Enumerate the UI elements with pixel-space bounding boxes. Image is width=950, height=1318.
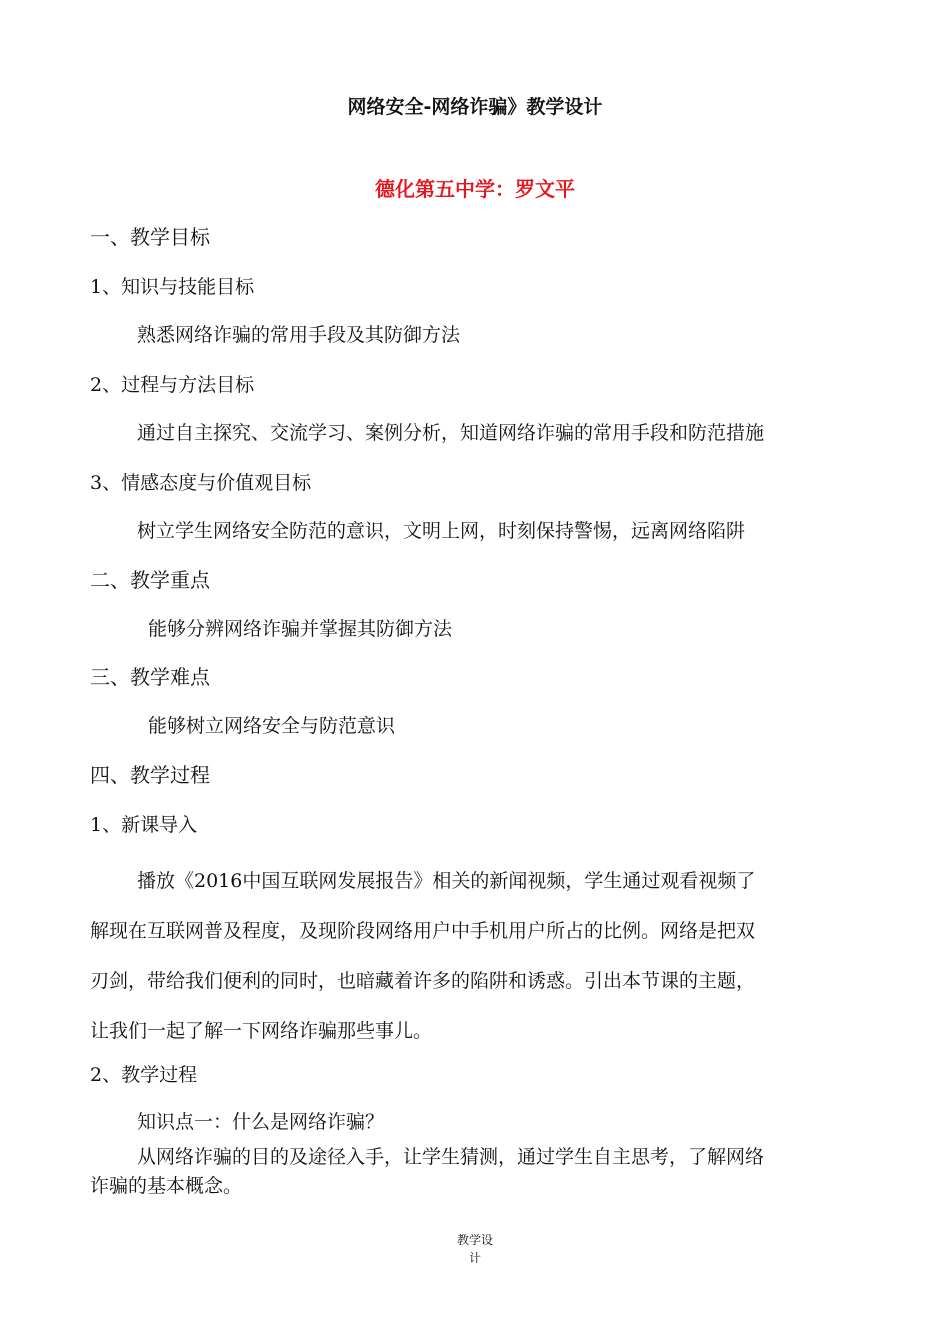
author-line: 德化第五中学：罗文平 bbox=[375, 177, 575, 201]
heading-emotion-values: 3、情感态度与价值观目标 bbox=[90, 472, 312, 494]
text-difficulties: 能够树立网络安全与防范意识 bbox=[148, 715, 396, 737]
paragraph-line: 让我们一起了解一下网络诈骗那些事儿。 bbox=[90, 1020, 433, 1042]
heading-teaching-goals: 一、教学目标 bbox=[90, 225, 210, 249]
footer-line: 教学设 bbox=[456, 1233, 493, 1247]
paragraph-line: 解现在互联网普及程度，及现阶段网络用户中手机用户所占的比例。网络是把双 bbox=[90, 920, 756, 942]
text-emotion-values: 树立学生网络安全防范的意识，文明上网，时刻保持警惕，远离网络陷阱 bbox=[137, 520, 746, 542]
text-key-points: 能够分辨网络诈骗并掌握其防御方法 bbox=[148, 618, 453, 640]
paragraph-line: 刃剑，带给我们便利的同时，也暗藏着许多的陷阱和诱惑。引出本节课的主题， bbox=[90, 970, 756, 992]
paragraph-new-lesson-intro bbox=[90, 856, 860, 1056]
paragraph-fraud-concept bbox=[90, 1143, 860, 1201]
heading-process-methods: 2、过程与方法目标 bbox=[90, 374, 255, 396]
page-footer bbox=[0, 1231, 950, 1267]
paragraph-line: 从网络诈骗的目的及途径入手，让学生猜测，通过学生自主思考，了解网络 bbox=[137, 1146, 765, 1168]
knowledge-point-one: 知识点一：什么是网络诈骗？ bbox=[137, 1111, 385, 1133]
text-process-methods: 通过自主探究、交流学习、案例分析，知道网络诈骗的常用手段和防范措施 bbox=[137, 422, 765, 444]
text-knowledge-skills: 熟悉网络诈骗的常用手段及其防御方法 bbox=[137, 324, 461, 346]
heading-key-points: 二、教学重点 bbox=[90, 568, 210, 592]
heading-new-lesson-intro: 1、新课导入 bbox=[90, 814, 198, 836]
heading-teaching-process: 四、教学过程 bbox=[90, 763, 210, 787]
footer-line: 计 bbox=[468, 1251, 481, 1265]
heading-knowledge-skills: 1、知识与技能目标 bbox=[90, 276, 255, 298]
heading-difficulties: 三、教学难点 bbox=[90, 665, 210, 689]
paragraph-line: 播放《2016中国互联网发展报告》相关的新闻视频，学生通过观看视频了 bbox=[137, 870, 756, 892]
heading-process-detail: 2、教学过程 bbox=[90, 1064, 198, 1086]
paragraph-line: 诈骗的基本概念。 bbox=[90, 1175, 243, 1197]
document-title: 网络安全-网络诈骗》教学设计 bbox=[347, 96, 603, 118]
